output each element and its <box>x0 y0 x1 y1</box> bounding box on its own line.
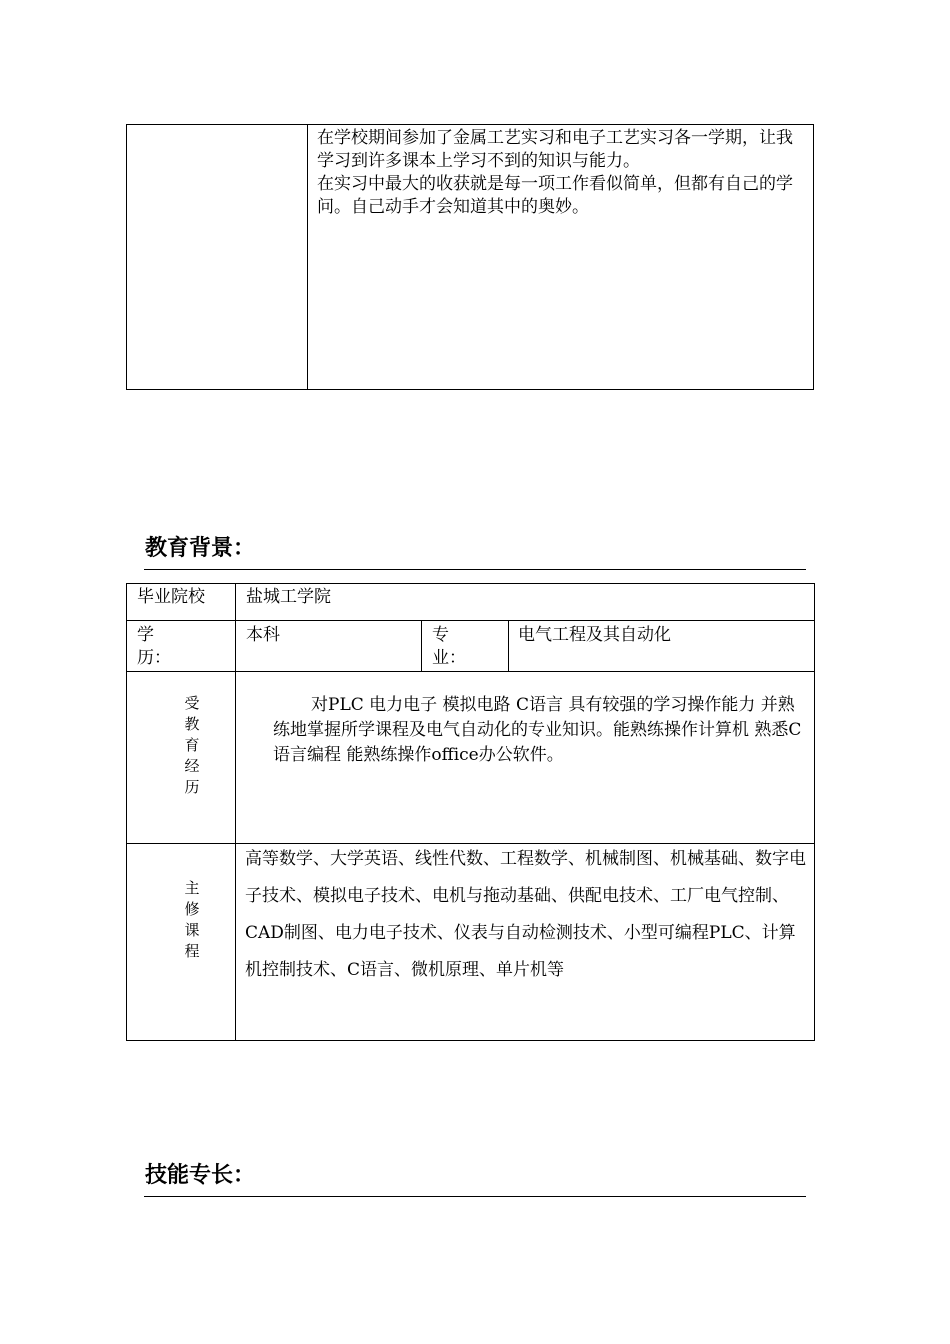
experience-label <box>182 693 202 798</box>
practice-paragraph-1: 在学校期间参加了金属工艺实习和电子工艺实习各一学期，让我学习到许多课本上学习不到的知识与能力。 <box>317 128 793 171</box>
courses-label-char: 修 <box>184 900 200 918</box>
table-border-left <box>126 583 127 1041</box>
school-label: 毕业院校 <box>137 587 205 607</box>
experience-label-char: 教 <box>184 715 200 733</box>
courses-label <box>182 878 202 962</box>
major-label-line-2: 业： <box>432 648 466 668</box>
skills-heading-rule <box>144 1196 806 1197</box>
table-column-divider <box>508 620 509 672</box>
table-border-right <box>814 583 815 1041</box>
education-table <box>126 583 815 1041</box>
table-column-divider <box>421 620 422 672</box>
major-label-line-1: 专 <box>432 625 449 645</box>
practice-cell <box>317 127 797 219</box>
major-value: 电气工程及其自动化 <box>518 625 671 645</box>
table-column-divider <box>235 583 236 1041</box>
school-value: 盐城工学院 <box>246 587 331 607</box>
courses-label-char: 课 <box>184 921 200 939</box>
education-heading-rule <box>144 569 806 570</box>
table-row-divider <box>126 620 815 621</box>
courses-text: 高等数学、大学英语、线性代数、工程数学、机械制图、机械基础、数字电子技术、模拟电子技术、电机与拖动基础、供配电技术、工厂电气控制、CAD制图、电力电子技术、仪表与自动检测技术、小型可编程PLC、计算机控制技术、C语言、微机原理、单片机等 <box>245 849 806 980</box>
practice-paragraph-2: 在实习中最大的收获就是每一项工作看似简单，但都有自己的学问。自己动手才会知道其中的奥妙。 <box>317 174 793 217</box>
table-border-top <box>126 583 815 584</box>
practice-table <box>126 124 814 390</box>
degree-label-line-2: 历： <box>137 648 171 668</box>
table-border-bottom <box>126 1040 815 1041</box>
experience-text: 对PLC 电力电子 模拟电路 C语言 具有较强的学习操作能力 并熟练地掌握所学课程及电气自动化的专业知识。能熟练操作计算机 熟悉C语言编程 能熟练操作office办公软件。 <box>273 695 802 765</box>
table-row-divider <box>126 671 815 672</box>
courses-label-char: 主 <box>184 879 200 897</box>
experience-label-char: 经 <box>184 757 200 775</box>
practice-column-divider <box>307 125 308 389</box>
experience-label-char: 历 <box>184 778 200 796</box>
education-heading: 教育背景： <box>145 536 256 561</box>
degree-label-line-1: 学 <box>137 625 154 645</box>
skills-heading: 技能专长： <box>145 1163 256 1188</box>
degree-value: 本科 <box>246 625 280 645</box>
courses-label-char: 程 <box>184 942 200 960</box>
experience-label-char: 育 <box>184 736 200 754</box>
experience-label-char: 受 <box>184 694 200 712</box>
